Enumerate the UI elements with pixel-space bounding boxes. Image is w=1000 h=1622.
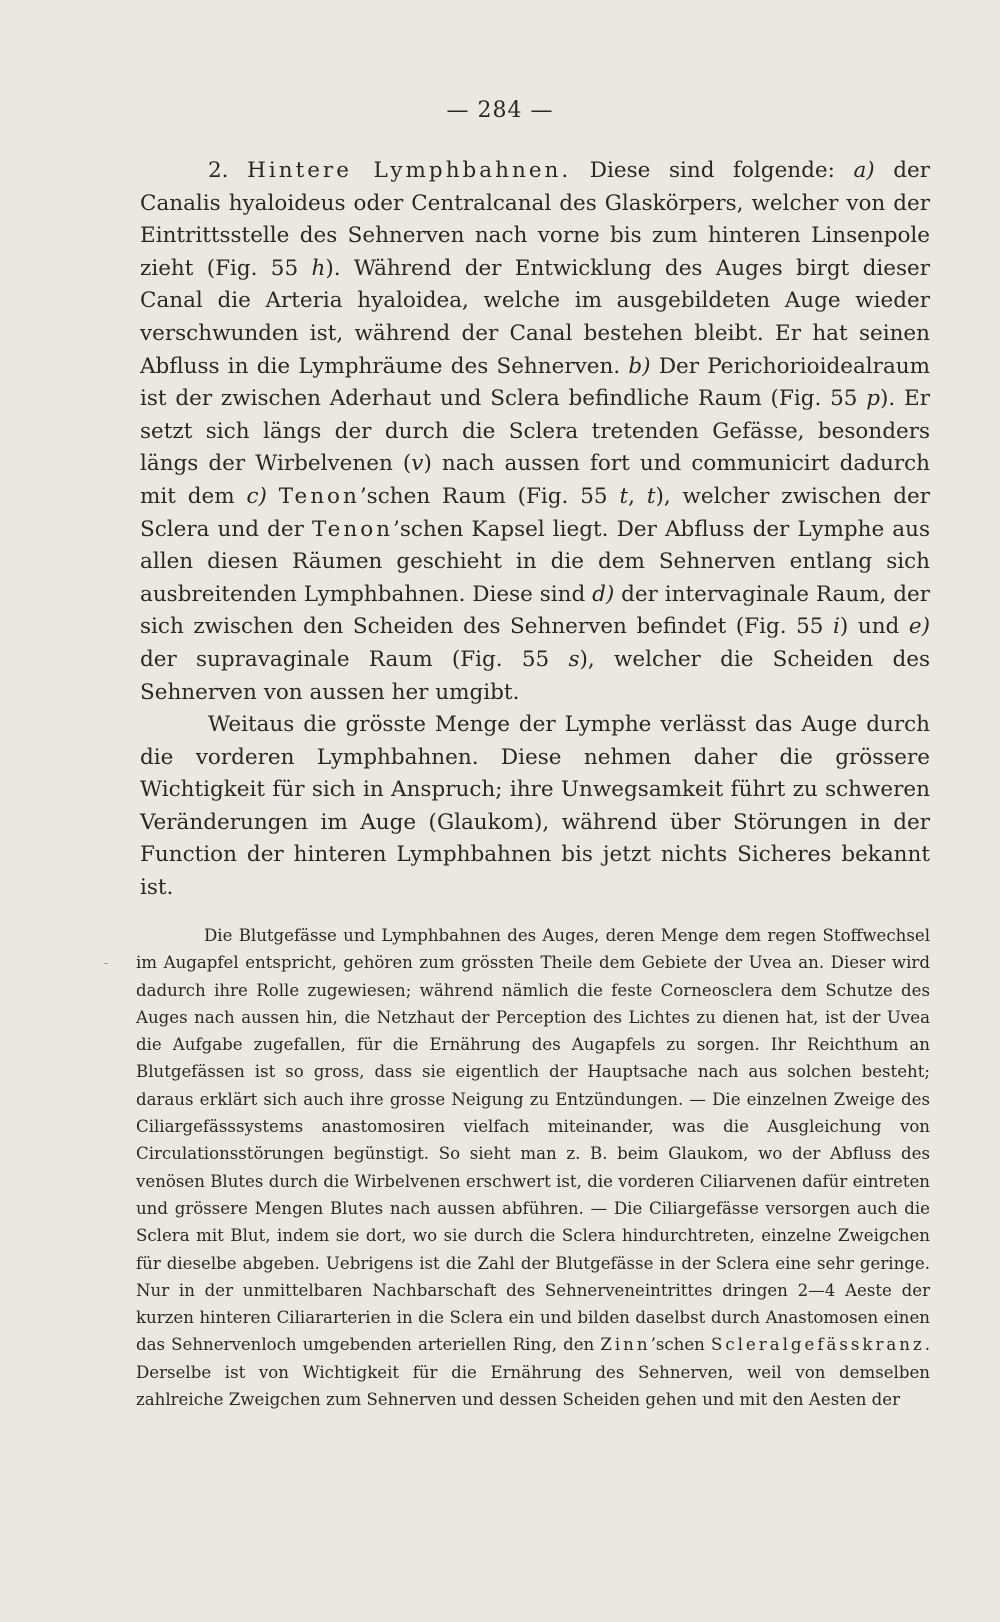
enum-e: e) xyxy=(908,614,930,640)
margin-mark: - xyxy=(104,956,109,970)
text-run: ’schen xyxy=(650,1335,711,1355)
text-run: ) und xyxy=(839,614,909,640)
name-tenon: Tenon xyxy=(278,483,360,509)
main-text xyxy=(140,155,930,905)
paragraph-hintere-lymphbahnen xyxy=(140,155,930,709)
text-run: ). Er setzt sich längs der durch die Sclera tretenden Gefässe, besonders längs der Wirbelvenen ( xyxy=(140,386,931,477)
text-run: ), welcher zwischen der Sclera und der xyxy=(140,483,930,542)
enum-a: a) xyxy=(853,158,875,183)
text-run: der supravaginale Raum (Fig. 55 xyxy=(140,646,569,672)
text-run: Die Blutgefässe und Lymphbahnen des Auges, deren Menge dem regen Stoffwechsel im Augapfel entspricht, gehören zum grössten Theile dem Gebiete der Uvea an. Dieser wird dadurch ihre Rolle zugewiesen; während nämlich die feste Corneosclera dem Schutze des Auges nach aussen hin, die Netzhaut der Perception des Lichtes zu dienen hat, ist der Uvea die Aufgabe zugefallen, für die Ernährung des Augapfels zu sorgen. Ihr Reichthum an Blutgefässen ist so gross, dass sie eigentlich der Hauptsache nach aus solchen besteht; daraus erklärt sich auch ihre grosse Neigung zu Entzündungen. — Die einzelnen Zweige des Ciliargefässsystems anastomosiren vielfach miteinander, was die Ausgleichung von Circulationsstörungen begünstigt. So sieht man z. B. beim Glaukom, wo der Abfluss des venösen Blutes durch die Wirbelvenen erschwert ist, die vorderen Ciliarvenen dafür eintreten und grössere Mengen Blutes nach aussen abführen. — Die Ciliargefässe versorgen auch die Sclera mit Blut, indem sie dort, wo sie durch die Sclera hindurchtreten, einzelne Zweigchen für dieselbe abgeben. Uebrigens ist die Zahl der Blutgefässe in der Sclera eine sehr geringe. Nur in der unmittelbaren Nachbarschaft des Sehnerveneintrittes dringen 2—4 Aeste der kurzen hinteren Ciliararterien in die Sclera ein und bilden daselbst durch Anastomosen einen das Sehnervenloch umgebenden arteriellen Ring, den xyxy=(136,926,930,1355)
text-run: der intervaginale Raum, der sich zwischen den Scheiden des Sehnerven befindet (Fig. 55 xyxy=(140,581,931,640)
text-run: ). Während der Entwicklung des Auges birgt dieser Canal die Arteria hyaloidea, welche im ausgebildeten Auge wieder verschwunden ist, während der Canal bestehen bleibt. Er hat seinen Abfluss in die Lymphräume des Sehnerven. xyxy=(140,255,930,379)
term-gefaesskranz: Scleralgefässkranz xyxy=(710,1335,925,1355)
enum-b: b) xyxy=(628,353,651,379)
fig-label-s: s xyxy=(568,646,580,672)
footnote-paragraph xyxy=(136,922,930,1413)
paragraph-weitaus: Weitaus die grösste Menge der Lymphe verlässt das Auge durch die vorderen Lymphbahnen. Diese nehmen daher die grössere Wichtigkeit für sich in Anspruch; ihre Unwegsamkeit führt zu schweren Veränderungen im Auge (Glaukom), während über Störungen in der Function der hinteren Lymphbahnen bis jetzt nichts Sicheres bekannt ist. xyxy=(140,712,930,901)
enum-d: d) xyxy=(592,581,615,607)
text-run: ), welcher die Scheiden des Sehnerven von aussen her umgibt. xyxy=(140,646,930,705)
text-run: ’schen Raum (Fig. 55 xyxy=(359,483,620,509)
page-number-header: — 284 — xyxy=(446,98,554,123)
fig-label-p: p xyxy=(866,386,881,412)
text-run: der Canalis hyaloideus oder Centralcanal des Glaskörpers, welcher von der Eintrittsstelle des Sehnerven nach vorne bis zum hinteren Linsenpole zieht (Fig. 55 xyxy=(140,158,930,281)
fig-label-h: h xyxy=(311,255,326,281)
text-run: . Derselbe ist von Wichtigkeit für die Ernährung des Sehnerven, weil von demselben zahlreiche Zweigchen zum Sehnerven und dessen Scheiden gehen und mit den Aesten der xyxy=(136,1335,930,1410)
name-tenon: Tenon xyxy=(311,516,394,542)
text-run: Diese sind folgende: xyxy=(571,158,854,183)
fig-label-t: t xyxy=(619,483,629,509)
text-run: ’schen Kapsel liegt. Der Abfluss der Lymphe aus allen diesen Räumen geschieht in die dem Sehnerven entlang sich ausbreitenden Lymphbahnen. Diese sind xyxy=(140,516,930,607)
fig-label-t: t xyxy=(646,483,656,509)
section-number: 2. xyxy=(208,158,229,183)
text-run: , xyxy=(628,483,647,509)
name-zinn: Zinn xyxy=(600,1335,651,1355)
enum-c: c) xyxy=(246,483,267,509)
footnote-small-print xyxy=(136,922,930,1413)
text-run: Der Perichorioidealraum ist der zwischen Aderhaut und Sclera befindliche Raum (Fig. 55 xyxy=(140,353,931,412)
section-heading: Hintere Lymphbahnen. xyxy=(247,158,572,183)
fig-label-v: v xyxy=(411,451,424,477)
fig-label-i: i xyxy=(833,614,840,640)
text-run: ) nach aussen fort und communicirt dadurch mit dem xyxy=(140,451,930,509)
